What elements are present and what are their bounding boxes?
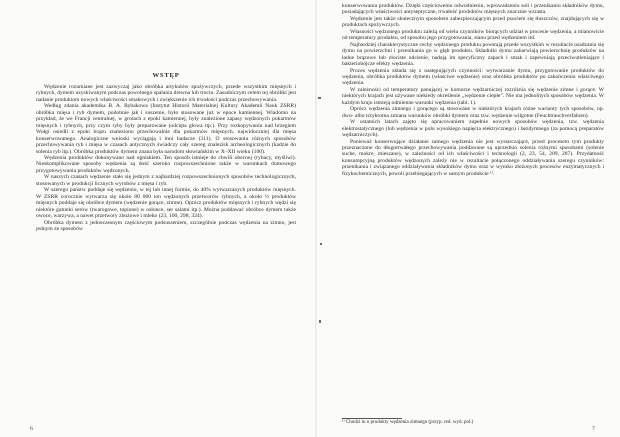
page-number-left: 6 <box>30 426 33 432</box>
paragraph: Własności wędzonego produktu zależą od wielu czynników biorących udział w procesie wędzenia, a mianowicie od temperatury produktu, od sposobu jego przygotowania, stanu przed wędzeniem itd. <box>342 28 604 42</box>
paragraph: Proces wędzenia składa się z następujących czynności: wytwarzanie dymu, przygotowanie produktów do wędzenia, obróbka produktów dymem (właściwe wędzenie) oraz obróbka produktów po zakończeniu właściwego wędzenia. <box>342 67 604 87</box>
paragraph: W zależności od temperatury panującej w komorze wędzarniczej rozróżnia się wędzenie zimne i gorące. W niektórych krajach jest używane niekiedy określenie „wędzenie ciepłe”. Nie ma jednolitych sposobów wędzenia. W każdym kraju istnieją odmienne warunki wędzenia (tabl. 1). <box>342 86 604 106</box>
paragraph: W ostatnich latach zajęto się opracowaniem zupełnie nowych sposobów wędzenia, tzw. wędzenia elektrostatycznego (lub wędzenia w polu wysokiego napięcia elektrycznego) i bezdymnego (za pomocą preparatów wędzarniczych). <box>342 119 604 139</box>
scan-speck <box>319 320 321 323</box>
paragraph: Według zdania akademika B. A. Rybakowa (Instytut Historii Materialnej Kultury Akademii Nauk ZSRR) obróbka mięsa i ryb dymem, podobnie jak i suszenie, było stosowane już w epoce kamiennej. Wiadomo na przykład, że we Francji centralnej, w grotach z epoki kamiennej, były znalezione zapasy wędzonych pokarmów mięsnych i rybnych, przy czym ryby były preparowane (odcięta głowa itp.). Przy rozkopywaniu nad brzegiem Wołgi osiedli z epoki brązu znaleziono przechowalnie dla pokarmów mięsnych, najwidoczniej dla mięsa konserwowanego. Analogiczne wnioski wyciągają i inni badacze (311). O stosowaniu różnych sposobów przechowywania ryb i mięsa w czasach antycznych świadczy cały szereg znalezisk archeologicznych (kadzie do solenia ryb itp.). Obróbka produktów dymem znana była narodom słowiańskim w X–XII wieku (100). <box>36 103 296 155</box>
paragraph: Wędzenie rozumiane jest zazwyczaj jako obróbka artykułów spożywczych, przede wszystkim mięsnych i rybnych, dymem uzyskiwanym podczas powolnego spalania drewna lub trocin. Zasadniczym celem tej obróbki jest nadanie produktom nowych właściwości smakowych i zwiększenie ich trwałości podczas przechowywania. <box>36 84 296 103</box>
page-number-right: 7 <box>592 426 595 432</box>
paragraph: Najbardziej charakterystyczne cechy wędzonego produktu powstają przede wszystkim w rezultacie osadzania się dymu na powierzchni i przenikania go w głąb produktu. Składniki dymu zabarwiają powierzchnię produktów na ładne brązowe lub złociste odcienie, nadają im specyficzny zapach i smak i zapewniają przeciwutleniające i bakteriobójcze efekty wędzenia. <box>342 41 604 68</box>
paragraph: Wędzenie jest także skutecznym sposobem zabezpieczającym przed psuciem się tłuszczów, znajdujących się w produktach spożywczych. <box>342 15 604 29</box>
paragraph: W naszych czasach wędzenie stało się jednym z najbardziej rozpowszechnionych sposobów technologicznych, stosowanych w produkcji licznych wyrobów z mięsa i ryb. <box>36 174 296 187</box>
scan-speck <box>318 97 321 99</box>
chapter-title: WSTĘP <box>152 72 180 79</box>
footnote: ¹⁾ Chodzi tu o produkty wędzenia zimnego (przyp. red. wyd. pol.) <box>342 420 474 425</box>
paragraph: Obróbka dymem z jednoczesnym częściowym podsuszeniem, szczególnie podczas wędzenia na zimno, jest jednym ze sposobów <box>36 219 296 232</box>
paragraph: Ponieważ konserwujące działanie samego wędzenia nie jest wystarczające, przed procesem tym produkty przeznaczone do długotrwałego przechowywania poddawane są uprzednio solenia różnymi sposobami (solenie suche, mokre, mieszane), w zależności od ich właściwości i technologii (2, 23, 54, 209, 287). Przydatność konsumpcyjną produktów wędzonych zależy nie w rezultacie połączonego oddziaływania szeregu czynników: przenikania i związanego oddziaływania składników dymu oraz w wyniku złożonych procesów enzymatycznych i fizykochemicznych, powoli przebiegających w samym produkcie ¹⁾. <box>342 138 604 177</box>
paragraph: konserwowania produktów. Dzięki częściowemu odwodnieniu, wprowadzeniu soli i przenikaniu składników dymu, posiadających właściwości antyseptyczne, trwałość produktów mięsnych znacznie wzrasta. <box>342 3 604 16</box>
scan-speck <box>320 243 322 245</box>
paragraph: W szeregu państw poddaje się wędzeniu, w tej lub innej formie, do 40% wytwarzanych produktów mięsnych. W ZSRR corocznie wytwarza się około 80 000 ton wędzonych przetworów rybnych, a około ½ produktów mięsnych poddaje się obróbce dymem (wędzenie gorące, zimne). Oprócz produktów mięsnych i rybnych wędzi się niektóre gatunki serów (twarogowe, topione) w osłonce, ser salami itp.). Można poddawać obróbce dymem także owoce, warzywa, a nawet przetwory zbożowe i mleko (23, 100, 298, 324). <box>36 187 296 220</box>
right-page <box>316 0 620 437</box>
left-text-column <box>36 84 296 232</box>
paragraph: Oprócz wędzenia zimnego i gorącego są stosowane w niektórych krajach różne warianty tych sposobów, np. dwu- albo trzykrotna zmiana warunków obróbki dymem oraz tzw. wędzenie wilgotne (Feuchtrauchverfahren). <box>342 106 604 119</box>
footnote-divider <box>342 418 402 419</box>
paragraph: Wędzenia produktów dokonywano nad ogniskiem. Ten sposób istnieje do chwili obecnej (rybacy, myśliwi). Nieskomplikowane sposoby wędzenia są dość szeroko rozpowszechnione także w warunkach domowego przygotowywania produktów wędzonych. <box>36 154 296 174</box>
right-text-column <box>342 3 604 177</box>
